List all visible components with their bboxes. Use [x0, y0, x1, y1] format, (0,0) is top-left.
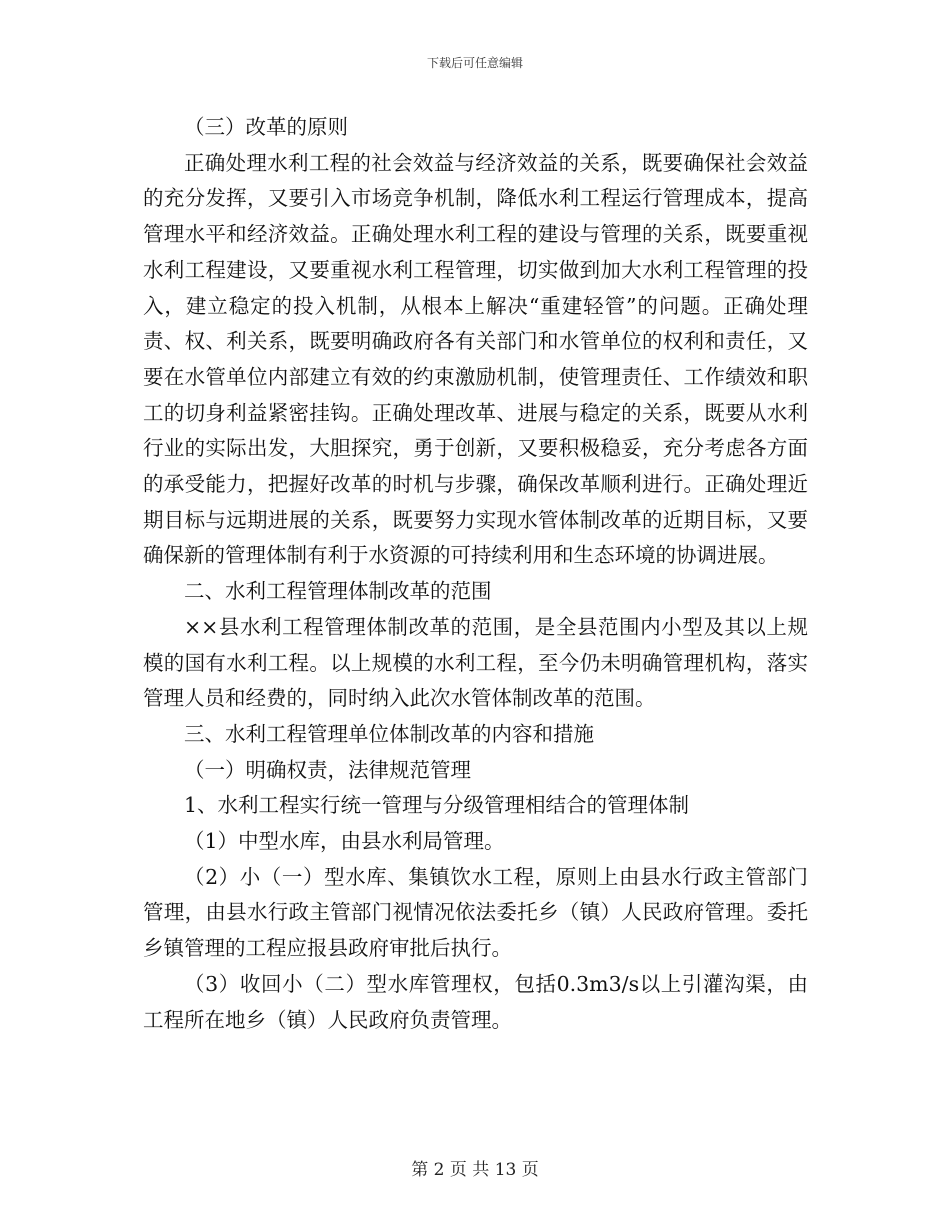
subsection-heading-responsibilities: （一）明确权责，法律规范管理	[184, 757, 471, 782]
page-footer: 第 2 页 共 13 页	[411, 1160, 539, 1180]
subsection-heading-principles: （三）改革的原则	[184, 115, 348, 139]
section-heading-scope: 二、水利工程管理体制改革的范围	[184, 579, 492, 604]
document-body	[143, 110, 808, 1038]
section-heading-content-measures: 三、水利工程管理单位体制改革的内容和措施	[184, 721, 594, 746]
paragraph-scope: ××县水利工程管理体制改革的范围，是全县范围内小型及其以上规模的国有水利工程。以上规模的水利工程，至今仍未明确管理机构，落实管理人员和经费的，同时纳入此次水管体制改革的范围。	[143, 614, 808, 711]
list-item-small-reservoir-2: （3）收回小（二）型水库管理权，包括0.3m3/s以上引灌沟渠，由工程所在地乡（镇）人民政府负责管理。	[143, 971, 808, 1032]
page-header: 下载后可任意编辑	[426, 56, 523, 70]
list-item-medium-reservoir: （1）中型水库，由县水利局管理。	[184, 829, 505, 854]
list-item-small-reservoir-1: （2）小（一）型水库、集镇饮水工程，原则上由县水行政主管部门管理，由县水行政主管部门视情况依法委托乡（镇）人民政府管理。委托乡镇管理的工程应报县政府审批后执行。	[143, 864, 808, 961]
item-heading-management-system: 1、水利工程实行统一管理与分级管理相结合的管理体制	[184, 793, 690, 818]
paragraph-principles: 正确处理水利工程的社会效益与经济效益的关系，既要确保社会效益的充分发挥，又要引入市场竞争机制，降低水利工程运行管理成本，提高管理水平和经济效益。正确处理水利工程的建设与管理的关系，既要重视水利工程建设，又要重视水利工程管理，切实做到加大水利工程管理的投入，建立稳定的投入机制，从根本上解决“重建轻管”的问题。正确处理责、权、利关系，既要明确政府各有关部门和水管单位的权利和责任，又要在水管单位内部建立有效的约束激励机制，使管理责任、工作绩效和职工的切身利益紧密挂钩。正确处理改革、进展与稳定的关系，既要从水利行业的实际出发，大胆探究，勇于创新，又要积极稳妥，充分考虑各方面的承受能力，把握好改革的时机与步骤，确保改革顺利进行。正确处理近期目标与远期进展的关系，既要努力实现水管体制改革的近期目标，又要确保新的管理体制有利于水资源的可持续利用和生态环境的协调进展。	[143, 150, 808, 568]
